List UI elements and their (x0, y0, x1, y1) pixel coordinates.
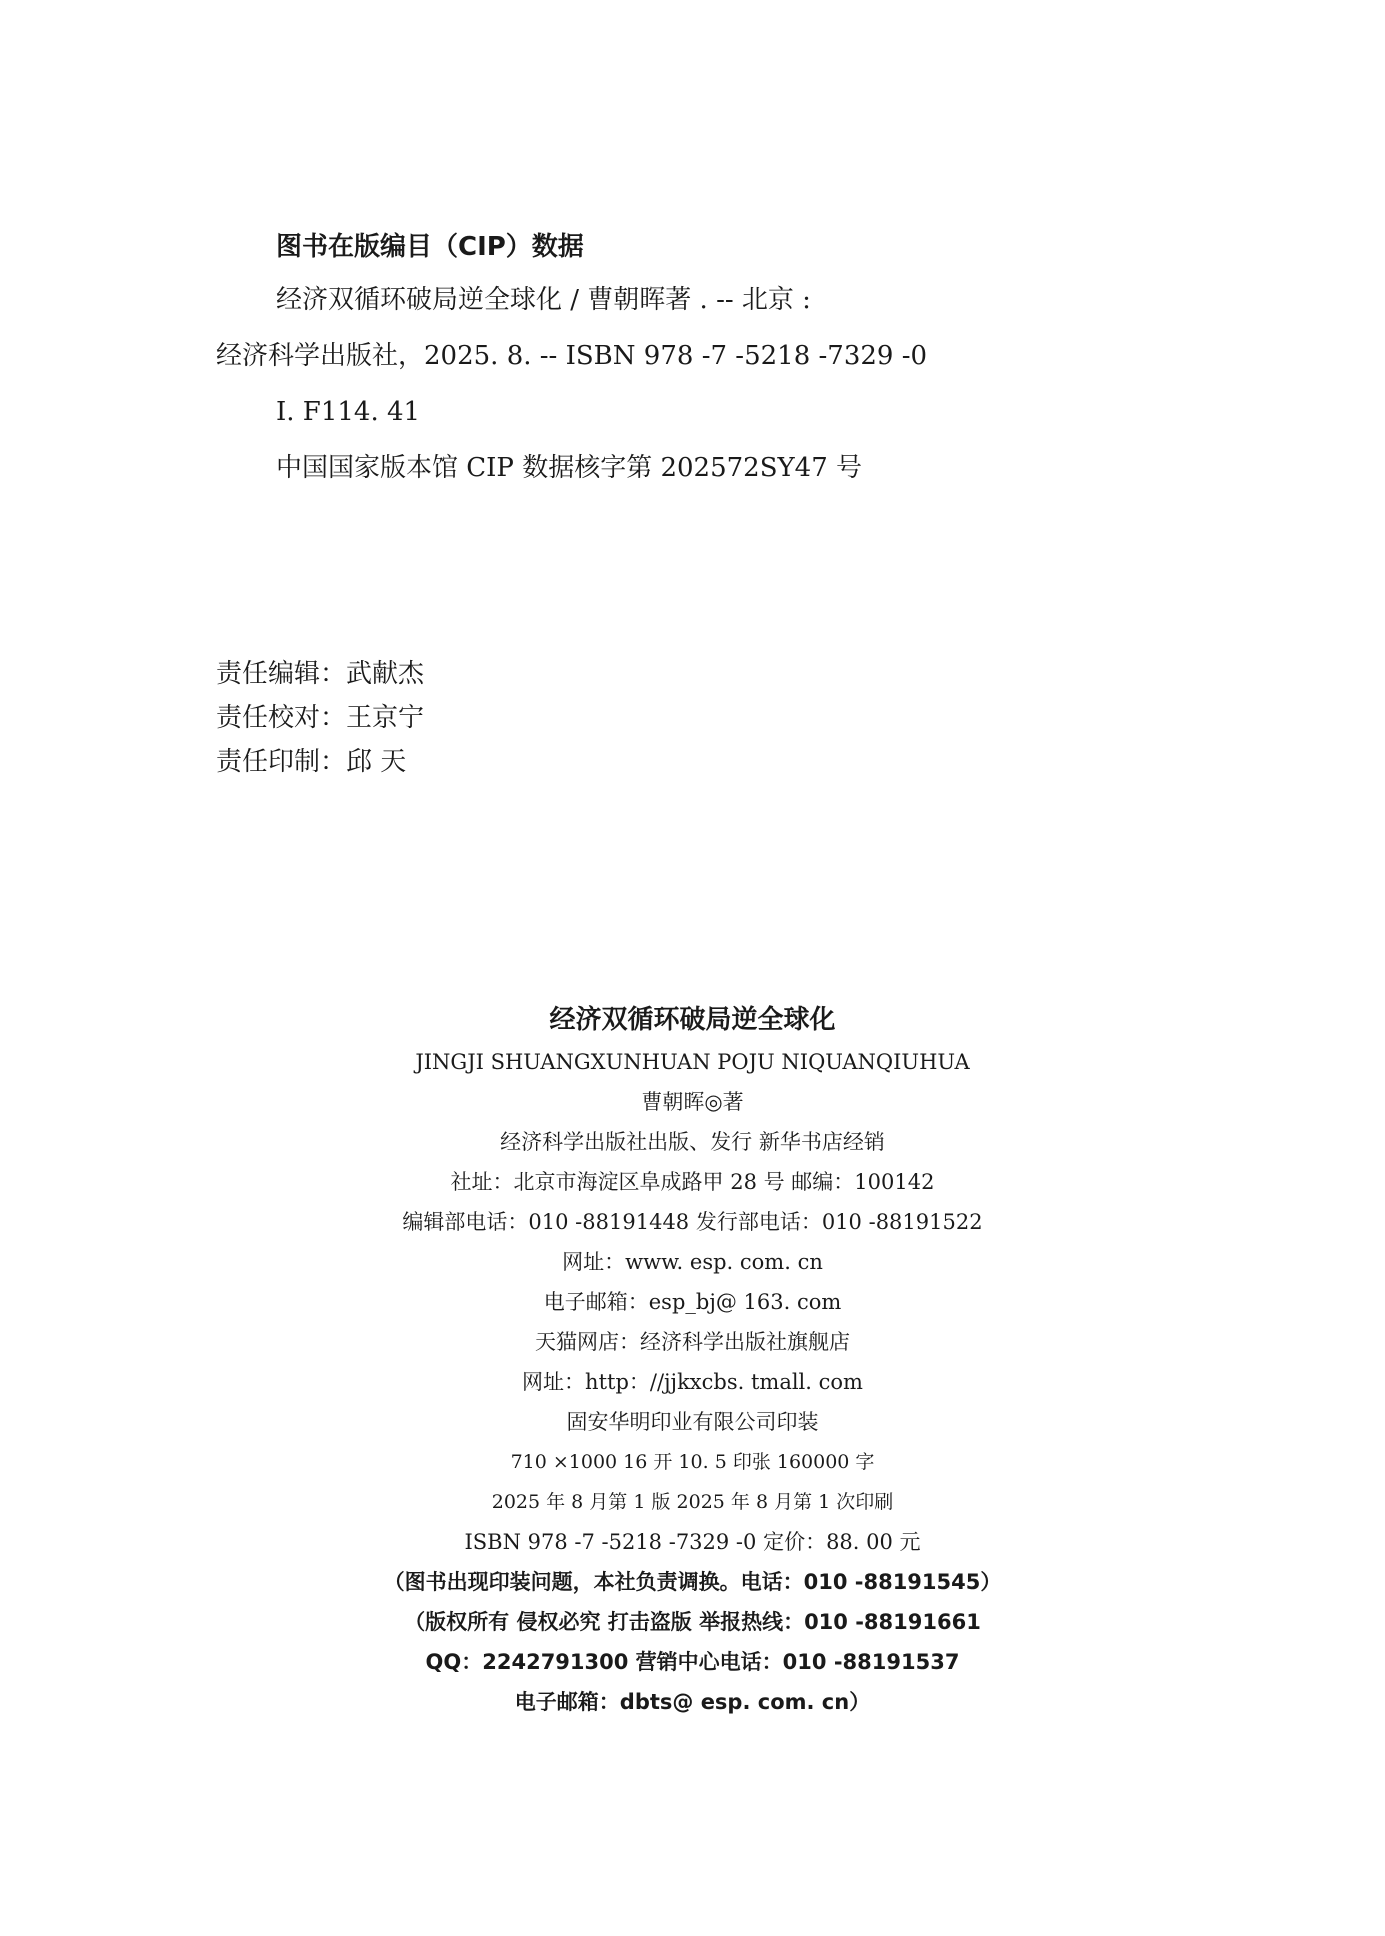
author: 曹朝晖◎著 (641, 1090, 744, 1114)
cip-heading: 图书在版编目（CIP）数据 (276, 232, 584, 262)
copyright-notice: （版权所有 侵权必究 打击盗版 举报热线：010 -88191661 (404, 1610, 981, 1634)
publisher-phones: 编辑部电话：010 -88191448 发行部电话：010 -88191522 (402, 1210, 983, 1234)
edition-info: 2025 年 8 月第 1 版 2025 年 8 月第 1 次印刷 (491, 1491, 894, 1513)
responsible-staff (216, 652, 424, 784)
book-title-pinyin: JINGJI SHUANGXUNHUAN POJU NIQUANQIUHUA (415, 1050, 970, 1074)
qq-marketing-line: QQ：2242791300 营销中心电话：010 -88191537 (425, 1650, 960, 1674)
book-title: 经济双循环破局逆全球化 (549, 1005, 836, 1035)
complaint-email: 电子邮箱：dbts@ esp. com. cn） (514, 1690, 871, 1714)
publisher-line: 经济科学出版社出版、发行 新华书店经销 (500, 1130, 885, 1154)
cip-title-line: 经济双循环破局逆全球化 / 曹朝晖著 . -- 北京 : (276, 285, 811, 315)
cip-verification-number: 中国国家版本馆 CIP 数据核字第 202572SY47 号 (276, 453, 863, 483)
cip-classification: Ⅰ. F114. 41 (276, 397, 421, 427)
tmall-store: 天猫网店：经济科学出版社旗舰店 (535, 1330, 850, 1354)
responsible-printing: 责任印制：邱 天 (216, 747, 407, 777)
responsible-proofreader: 责任校对：王京宁 (216, 703, 425, 733)
tmall-url: 网址：http：//jjkxcbs. tmall. com (522, 1370, 863, 1394)
printer: 固安华明印业有限公司印装 (566, 1410, 819, 1434)
responsible-editor: 责任编辑：武献杰 (216, 659, 425, 689)
colophon (0, 998, 1385, 1722)
print-issue-notice: （图书出现印装问题，本社负责调换。电话：010 -88191545） (383, 1570, 1002, 1594)
cip-data-block (216, 222, 1216, 496)
publisher-website: 网址：www. esp. com. cn (562, 1250, 823, 1274)
publisher-email: 电子邮箱：esp_bj@ 163. com (543, 1290, 842, 1314)
publisher-address: 社址：北京市海淀区阜成路甲 28 号 邮编：100142 (450, 1170, 935, 1194)
cip-publisher-line: 经济科学出版社，2025. 8. -- ISBN 978 -7 -5218 -7329 -0 (216, 341, 928, 371)
book-specs: 710 ×1000 16 开 10. 5 印张 160000 字 (510, 1451, 875, 1473)
isbn-price: ISBN 978 -7 -5218 -7329 -0 定价：88. 00 元 (464, 1530, 921, 1554)
